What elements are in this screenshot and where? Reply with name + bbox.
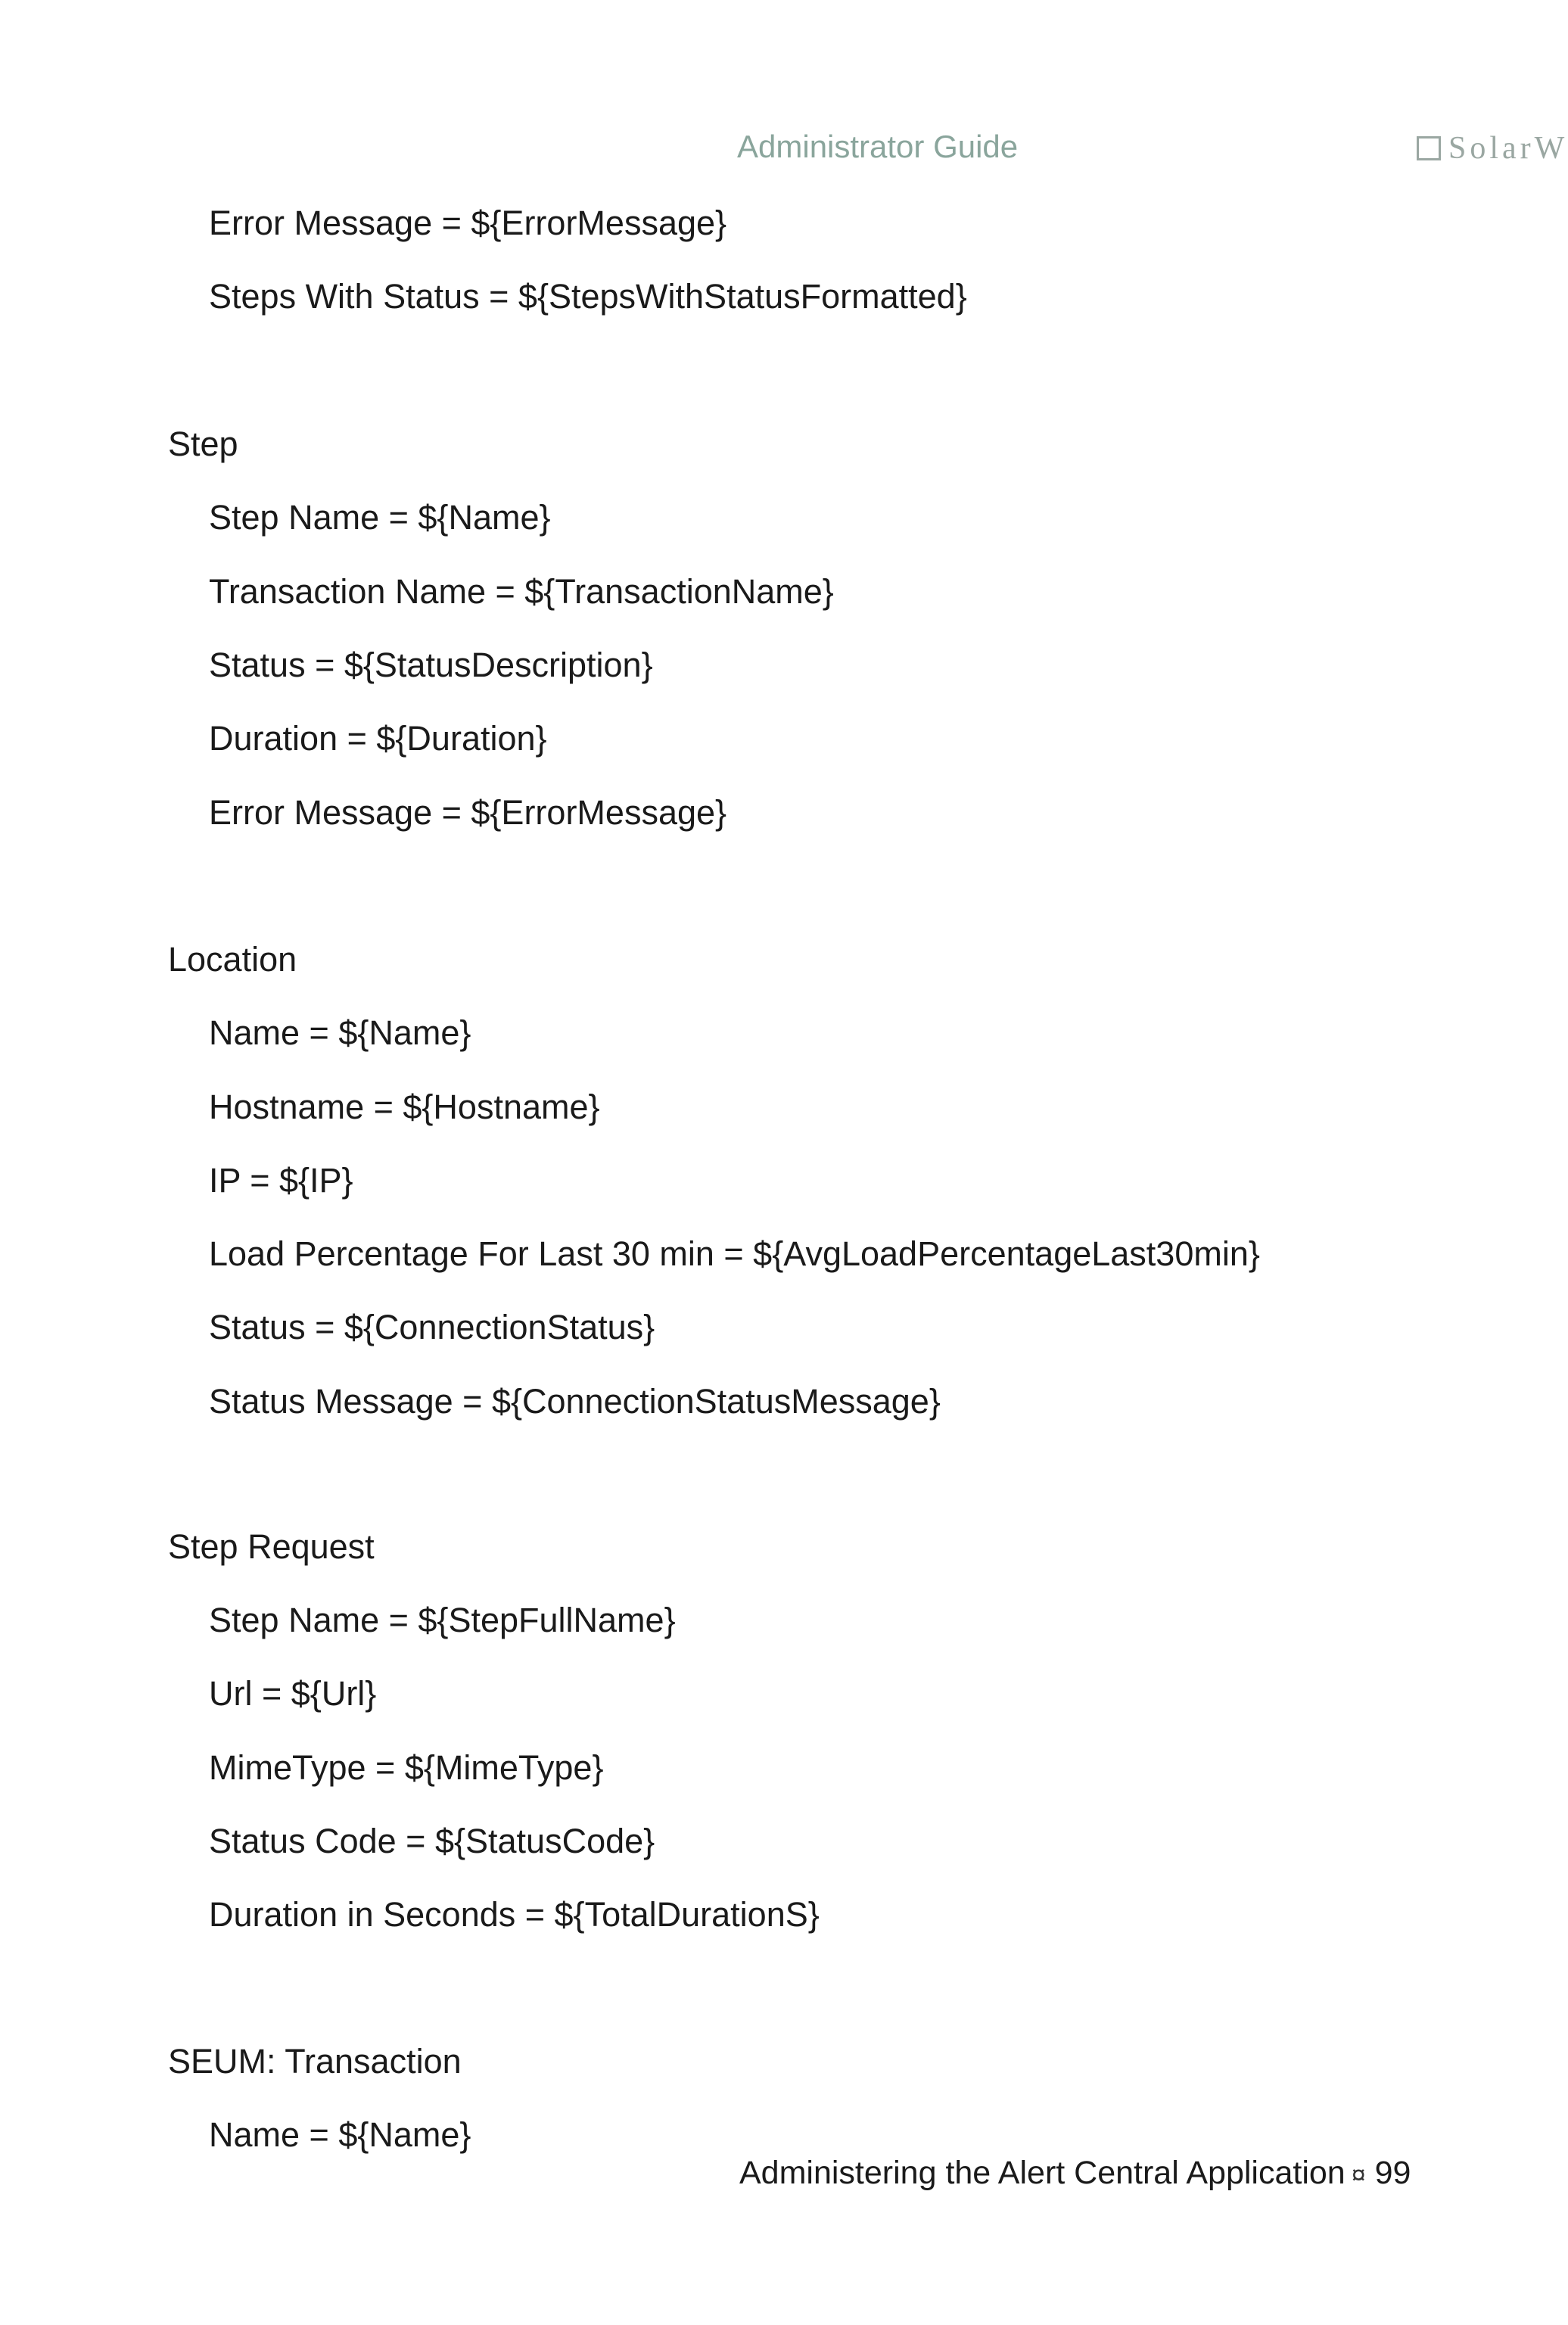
section-heading: Step [168, 425, 238, 463]
text-line: Transaction Name = ${TransactionName} [209, 572, 834, 611]
page-header-title: Administrator Guide [737, 129, 1019, 164]
solarwinds-logo [1417, 130, 1568, 167]
logo-text: SolarW [1448, 131, 1568, 166]
text-line: Url = ${Url} [209, 1674, 377, 1713]
text-line: Step Name = ${Name} [209, 498, 551, 537]
text-line: Hostname = ${Hostname} [209, 1088, 600, 1126]
text-line: Name = ${Name} [209, 1013, 471, 1052]
section-heading: Step Request [168, 1527, 375, 1566]
text-line: Load Percentage For Last 30 min = ${AvgLoadPercentageLast30min} [209, 1234, 1260, 1273]
text-line: Name = ${Name} [209, 2115, 471, 2154]
text-line: Error Message = ${ErrorMessage} [209, 204, 727, 242]
page-number: 99 [1374, 2155, 1411, 2191]
text-line: Duration = ${Duration} [209, 719, 547, 758]
text-line: IP = ${IP} [209, 1161, 353, 1200]
text-line: Status = ${ConnectionStatus} [209, 1308, 655, 1346]
footer-section-title: Administering the Alert Central Application [739, 2155, 1346, 2191]
text-line: MimeType = ${MimeType} [209, 1748, 604, 1787]
page-footer [739, 2155, 1411, 2192]
text-line: Steps With Status = ${StepsWithStatusFormatted} [209, 277, 967, 316]
text-line: Status Message = ${ConnectionStatusMessage} [209, 1382, 941, 1421]
text-line: Step Name = ${StepFullName} [209, 1601, 676, 1639]
section-heading: Location [168, 940, 297, 979]
text-line: Error Message = ${ErrorMessage} [209, 793, 727, 832]
logo-box-icon [1417, 136, 1441, 160]
text-line: Status Code = ${StatusCode} [209, 1822, 655, 1860]
footer-separator-icon: ¤ [1351, 2161, 1366, 2190]
text-line: Duration in Seconds = ${TotalDurationS} [209, 1895, 820, 1934]
text-line: Status = ${StatusDescription} [209, 646, 653, 684]
section-heading: SEUM: Transaction [168, 2042, 462, 2081]
